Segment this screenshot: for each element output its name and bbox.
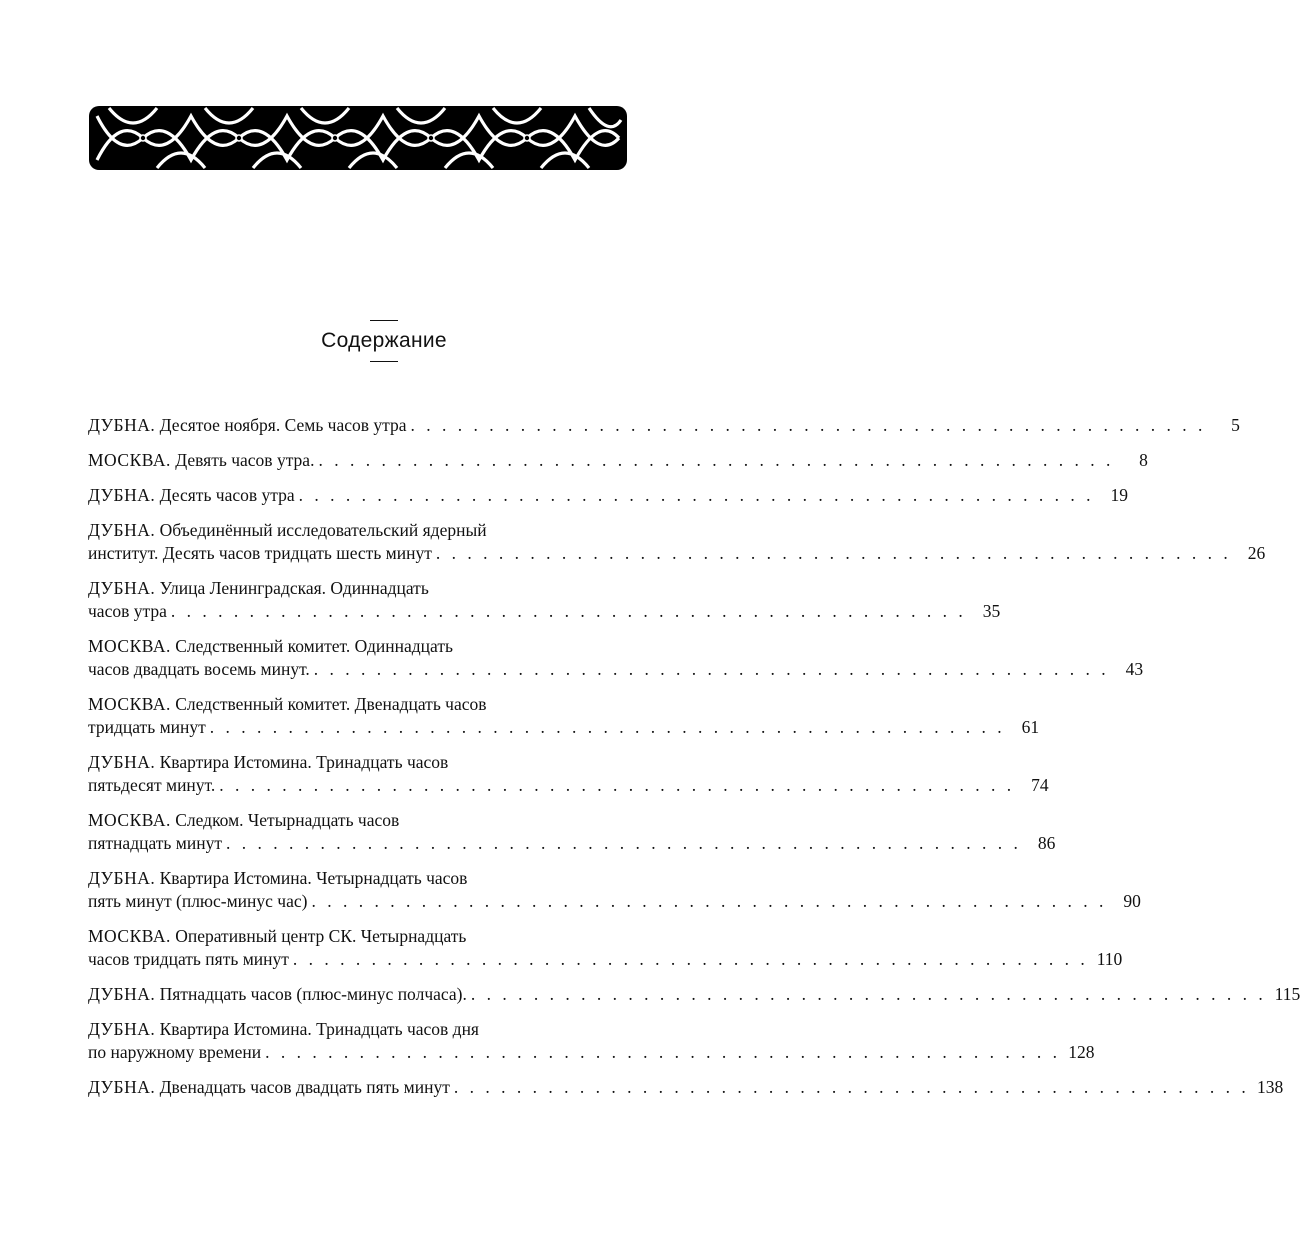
toc-entry-line1	[88, 751, 622, 774]
toc-entry-text: Следственный комитет. Одиннадцать	[175, 636, 453, 656]
toc-entry-place: ДУБНА.	[88, 1019, 156, 1039]
toc-entry-page[interactable]: 35	[982, 601, 1001, 621]
toc-entry-place: МОСКВА.	[88, 694, 171, 714]
dot-leader: . . . . . . . . . . . . . . . . . . . . . . . . . . . . . . . . . . . . . . . . . . . . . . . . . . .	[470, 984, 1267, 1004]
toc-entry-line1	[88, 925, 622, 948]
heading-rule-bottom	[370, 361, 398, 362]
toc-entry-line1	[88, 809, 622, 832]
toc-entry-place: ДУБНА.	[88, 984, 156, 1004]
toc-entry[interactable]	[88, 484, 1129, 507]
toc-entry-line1	[88, 867, 622, 890]
dot-leader: . . . . . . . . . . . . . . . . . . . . . . . . . . . . . . . . . . . . . . . . . . . . . . . . . . .	[435, 543, 1232, 563]
knot-band	[89, 100, 627, 176]
toc-entry-text: Оперативный центр СК. Четырнадцать	[175, 926, 467, 946]
toc-entry-line1	[88, 1018, 622, 1041]
dot-leader: . . . . . . . . . . . . . . . . . . . . . . . . . . . . . . . . . . . . . . . . . . . . . . . . . . .	[219, 775, 1015, 795]
toc-entry-page[interactable]: 115	[1274, 984, 1300, 1004]
toc-entry-text: Десять часов утра	[159, 485, 295, 505]
toc-entry-line1	[88, 577, 622, 600]
toc-entry[interactable]	[88, 519, 1266, 565]
dot-leader: . . . . . . . . . . . . . . . . . . . . . . . . . . . . . . . . . . . . . . . . . . . . . . . . . . .	[318, 450, 1114, 470]
toc-entry-text-cont: часов утра	[88, 601, 167, 621]
toc-entry-place: МОСКВА.	[88, 450, 171, 470]
toc-entry-text: Девять часов утра.	[175, 450, 315, 470]
dot-leader: . . . . . . . . . . . . . . . . . . . . . . . . . . . . . . . . . . . . . . . . . . . . . . . . . . .	[170, 601, 967, 621]
toc-entry-text: Квартира Истомина. Четырнадцать часов	[159, 868, 468, 888]
toc-entry-text-cont: по наружному времени	[88, 1042, 262, 1062]
toc-entry-text-cont: пятнадцать минут	[88, 833, 222, 853]
toc-entry-page[interactable]: 128	[1068, 1042, 1095, 1062]
toc-entry-page[interactable]: 43	[1125, 659, 1144, 679]
toc-entry-page[interactable]: 19	[1110, 485, 1129, 505]
toc-entry-page[interactable]: 86	[1037, 833, 1056, 853]
toc-entry-text-cont: часов двадцать восемь минут.	[88, 659, 310, 679]
toc-entry-text: Десятое ноября. Семь часов утра	[159, 415, 407, 435]
toc-entry-text: Пятнадцать часов (плюс-минус полчаса).	[159, 984, 467, 1004]
toc-entry-place: ДУБНА.	[88, 752, 156, 772]
toc-entry-page[interactable]: 8	[1139, 450, 1148, 470]
toc-entry[interactable]	[88, 1076, 1284, 1099]
toc-entry-place: ДУБНА.	[88, 868, 156, 888]
toc-entry-place: ДУБНА.	[88, 1077, 156, 1097]
toc-entry-line1	[88, 693, 622, 716]
toc-entry-text: Объединённый исследовательский ядерный	[159, 520, 487, 540]
toc-entry-place: ДУБНА.	[88, 415, 156, 435]
dot-leader: . . . . . . . . . . . . . . . . . . . . . . . . . . . . . . . . . . . . . . . . . . . . . . . . . . .	[311, 891, 1107, 911]
toc-entry-page[interactable]: 74	[1031, 775, 1049, 795]
dot-leader: . . . . . . . . . . . . . . . . . . . . . . . . . . . . . . . . . . . . . . . . . . . . . . . . . . .	[410, 415, 1206, 435]
toc-entry-place: ДУБНА.	[88, 520, 156, 540]
toc-entry[interactable]	[88, 1018, 1095, 1064]
toc-entry-page[interactable]: 138	[1256, 1077, 1284, 1097]
toc-entry-place: МОСКВА.	[88, 810, 171, 830]
dot-leader: . . . . . . . . . . . . . . . . . . . . . . . . . . . . . . . . . . . . . . . . . . . . . . . . . . .	[265, 1042, 1061, 1062]
toc-entry[interactable]	[88, 983, 1300, 1006]
dot-leader: . . . . . . . . . . . . . . . . . . . . . . . . . . . . . . . . . . . . . . . . . . . . . . . . . . .	[313, 659, 1110, 679]
toc-entry-text-cont: часов тридцать пять минут	[88, 949, 289, 969]
dot-leader: . . . . . . . . . . . . . . . . . . . . . . . . . . . . . . . . . . . . . . . . . . . . . . . . . . .	[292, 949, 1089, 969]
toc-entry[interactable]	[88, 449, 1148, 472]
toc-entry-text-cont: тридцать минут	[88, 717, 206, 737]
toc-entry-line1	[88, 519, 622, 542]
toc-entry-text-cont: пять минут (плюс-минус час)	[88, 891, 308, 911]
toc-entry-page[interactable]: 26	[1247, 543, 1266, 563]
dot-leader: . . . . . . . . . . . . . . . . . . . . . . . . . . . . . . . . . . . . . . . . . . . . . . . . . . .	[453, 1077, 1250, 1097]
toc-entry[interactable]	[88, 635, 1144, 681]
dot-leader: . . . . . . . . . . . . . . . . . . . . . . . . . . . . . . . . . . . . . . . . . . . . . . . . . . .	[209, 717, 1006, 737]
dot-leader: . . . . . . . . . . . . . . . . . . . . . . . . . . . . . . . . . . . . . . . . . . . . . . . . . . .	[225, 833, 1022, 853]
toc-entry-page[interactable]: 5	[1231, 415, 1240, 435]
toc-entry-place: ДУБНА.	[88, 578, 156, 598]
toc-entry-place: МОСКВА.	[88, 926, 171, 946]
heading-rule-top	[370, 320, 398, 321]
toc-entry-text: Следком. Четырнадцать часов	[175, 810, 400, 830]
toc-entry[interactable]	[88, 925, 1123, 971]
toc-entry-text: Следственный комитет. Двенадцать часов	[175, 694, 487, 714]
celtic-knot-ornament	[89, 100, 627, 176]
toc-entry[interactable]	[88, 867, 1141, 913]
dot-leader: . . . . . . . . . . . . . . . . . . . . . . . . . . . . . . . . . . . . . . . . . . . . . . . . . . .	[298, 485, 1095, 505]
toc-entry[interactable]	[88, 751, 1049, 797]
toc-entry-text: Квартира Истомина. Тринадцать часов дня	[159, 1019, 479, 1039]
toc-entry-page[interactable]: 61	[1021, 717, 1040, 737]
toc-entry[interactable]	[88, 693, 1040, 739]
toc-entry-place: ДУБНА.	[88, 485, 156, 505]
toc-entry-text-cont: институт. Десять часов тридцать шесть минут	[88, 543, 432, 563]
toc-entry-text: Улица Ленинградская. Одиннадцать	[159, 578, 429, 598]
contents-heading	[0, 320, 768, 362]
toc-entry[interactable]	[88, 577, 1001, 623]
toc-entry-page[interactable]: 90	[1123, 891, 1141, 911]
toc-entry-text: Двенадцать часов двадцать пять минут	[159, 1077, 450, 1097]
toc-entry[interactable]	[88, 809, 1056, 855]
toc-entry-text-cont: пятьдесят минут.	[88, 775, 216, 795]
toc-entry[interactable]	[88, 414, 1240, 437]
toc-entry-text: Квартира Истомина. Тринадцать часов	[159, 752, 449, 772]
toc-entry-page[interactable]: 110	[1096, 949, 1123, 969]
page-title: Содержание	[321, 329, 447, 352]
toc-entry-line1	[88, 635, 622, 658]
table-of-contents	[88, 414, 1300, 1111]
toc-entry-place: МОСКВА.	[88, 636, 171, 656]
